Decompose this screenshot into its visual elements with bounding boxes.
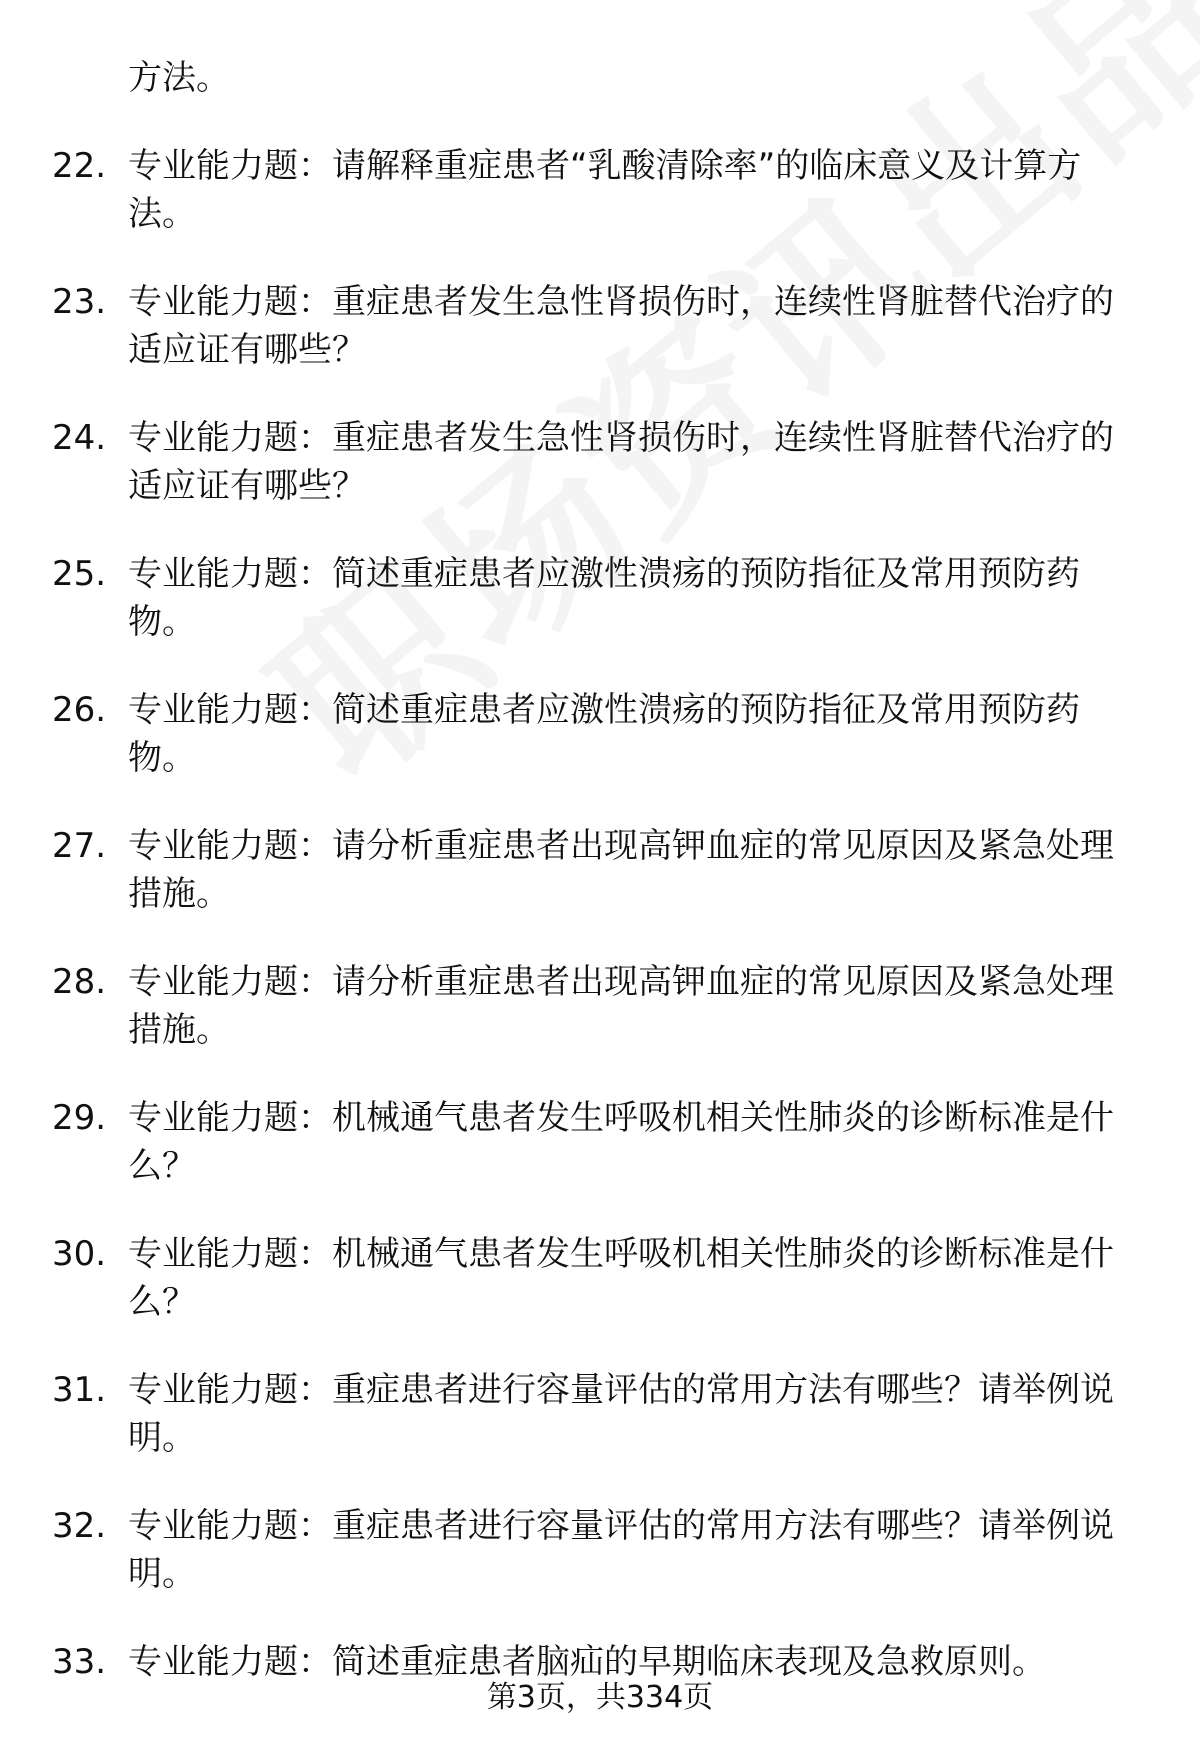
question-text: 专业能力题：简述重症患者应激性溃疡的预防指征及常用预防药物。 bbox=[128, 554, 1080, 642]
question-item bbox=[0, 1230, 1200, 1326]
question-number: 23. bbox=[52, 282, 107, 322]
question-text: 专业能力题：请分析重症患者出现高钾血症的常见原因及紧急处理措施。 bbox=[128, 826, 1114, 914]
question-text: 专业能力题：机械通气患者发生呼吸机相关性肺炎的诊断标准是什么？ bbox=[128, 1098, 1114, 1186]
question-number: 24. bbox=[52, 418, 107, 458]
question-text: 专业能力题：简述重症患者应激性溃疡的预防指征及常用预防药物。 bbox=[128, 690, 1080, 778]
question-text: 专业能力题：简述重症患者脑疝的早期临床表现及急救原则。 bbox=[128, 1642, 1046, 1682]
question-item bbox=[0, 1366, 1200, 1462]
question-number: 25. bbox=[52, 554, 107, 594]
question-item bbox=[0, 822, 1200, 918]
question-text: 专业能力题：重症患者进行容量评估的常用方法有哪些？请举例说明。 bbox=[128, 1506, 1114, 1594]
question-list bbox=[0, 54, 1200, 1686]
question-number: 33. bbox=[52, 1642, 107, 1682]
question-text: 专业能力题：重症患者发生急性肾损伤时，连续性肾脏替代治疗的适应证有哪些？ bbox=[128, 418, 1114, 506]
question-item bbox=[0, 278, 1200, 374]
question-number: 31. bbox=[52, 1370, 107, 1410]
question-number: 32. bbox=[52, 1506, 107, 1546]
question-item bbox=[0, 958, 1200, 1054]
question-number: 26. bbox=[52, 690, 107, 730]
question-item bbox=[0, 1502, 1200, 1598]
question-text: 专业能力题：重症患者进行容量评估的常用方法有哪些？请举例说明。 bbox=[128, 1370, 1114, 1458]
question-text: 专业能力题：请解释重症患者“乳酸清除率”的临床意义及计算方法。 bbox=[128, 146, 1082, 234]
continued-text: 方法。 bbox=[128, 58, 230, 98]
question-number: 29. bbox=[52, 1098, 107, 1138]
question-number: 22. bbox=[52, 146, 107, 186]
question-item bbox=[0, 414, 1200, 510]
page-footer: 第3页，共334页 bbox=[486, 1680, 714, 1715]
question-item bbox=[0, 686, 1200, 782]
question-text: 专业能力题：机械通气患者发生呼吸机相关性肺炎的诊断标准是什么？ bbox=[128, 1234, 1114, 1322]
question-number: 27. bbox=[52, 826, 107, 866]
question-item bbox=[0, 550, 1200, 646]
question-item bbox=[0, 1094, 1200, 1190]
question-number: 28. bbox=[52, 962, 107, 1002]
question-number: 30. bbox=[52, 1234, 107, 1274]
question-text: 专业能力题：重症患者发生急性肾损伤时，连续性肾脏替代治疗的适应证有哪些？ bbox=[128, 282, 1114, 370]
question-text: 专业能力题：请分析重症患者出现高钾血症的常见原因及紧急处理措施。 bbox=[128, 962, 1114, 1050]
question-item bbox=[0, 142, 1200, 238]
